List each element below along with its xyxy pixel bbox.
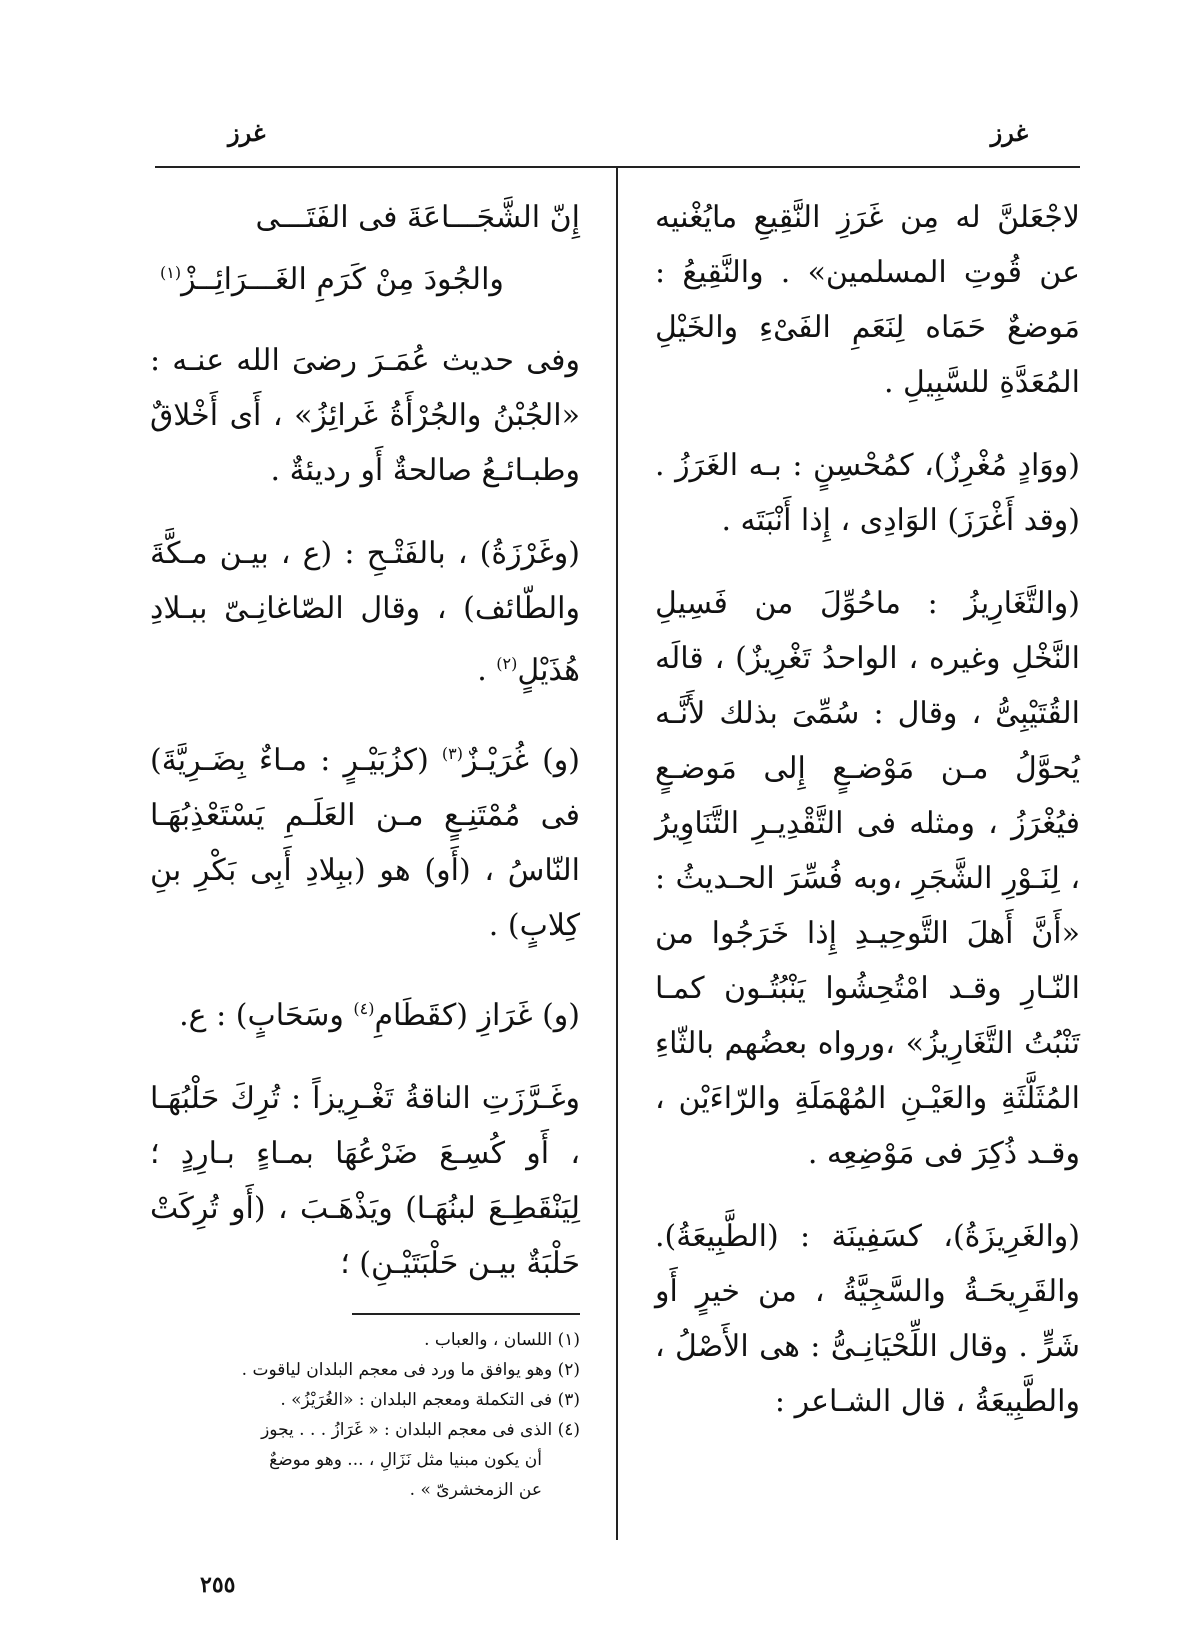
entry-paragraph — [150, 526, 580, 698]
left-column — [150, 190, 580, 1319]
footnote-marker: (٢) — [496, 654, 518, 673]
entry-paragraph: لاجْعَلنَّ له مِن غَرَزِ النَّقِيعِ مايُغْنيه عن قُوتِ المسلمين» . والنَّقِيعُ : مَوضعٌ حَمَاه لِنَعَمِ الفَىْءِ والخَيْلِ المُعَدَّةِ للسَّبِيلِ . — [655, 200, 1080, 400]
entry-paragraph: وغَـرَّزَتِ الناقةُ تَغْـرِيزاً : تُرِكَ حَلْبُهَـا ، أَو كُسِـعَ ضَرْعُهَا بمـاءٍ بـارِدٍ ؛ لِيَنْقَطِـعَ لبنُهَـا) ويَذْهَـبَ ، (أَو تُرِكَتْ حَلْبَةٌ بيـن حَلْبَتَيْـنِ) ؛ — [150, 1081, 580, 1281]
footnote-number: (٢) — [557, 1360, 580, 1380]
footnote-number: (٣) — [557, 1390, 580, 1410]
poetry-verse — [150, 190, 580, 307]
entry-text: (وغَرْزَةُ) ، بالفَتْـحِ : (ع ، بيـن مـكَّةَ والطّائف) ، وقال الصّاغانِـىّ ببـلادِ هُذَيْلٍ — [150, 536, 580, 688]
footnote-continuation: عن الزمخشرىّ » . — [409, 1480, 542, 1500]
verse-hemistich-1: إِنّ الشَّجَـــاعَةَ فى الفَتَـــى — [255, 200, 580, 235]
footnote-number: (١) — [557, 1330, 580, 1350]
footnote-marker: (٤) — [353, 999, 375, 1018]
footnote-number: (٤) — [557, 1420, 580, 1440]
footnote-text: وهو يوافق ما ورد فى معجم البلدان لياقوت . — [241, 1360, 553, 1380]
footnotes — [150, 1325, 580, 1505]
column-divider — [616, 166, 618, 1540]
entry-text: . — [477, 653, 497, 688]
entry-paragraph: (والتَّغَارِيزُ : ماحُوِّلَ من فَسِيلِ النَّخْلِ وغيره ، الواحدُ تَغْرِيزٌ) ، قالَه القُتَيْبِىُّ ، وقال : سُمِّىَ بذلك لأَنَّـه يُحوَّلُ مـن مَوْضـعٍ إِلى مَوضـعٍ فيُغْرَزُ ، ومثله فى التَّقْدِيـرِ التَّنَاوِيرُ ، لِنَـوْرِ الشَّجَرِ ،وبه فُسِّرَ الحـديثُ : «أَنَّ أَهلَ التَّوحِيـدِ إِذا خَرَجُوا من النّـارِ وقـد امْتُحِشُوا يَنْبُتُـون كمـا تَنْبُتُ التَّغَارِيزُ» ،ورواه بعضُهم بالثّاءِ المُثَلَّثَةِ والعَيْـنِ المُهْمَلَةِ والرّاءَيْن ، وقـد ذُكِرَ فى مَوْضِعِه . — [655, 586, 1080, 1171]
page-number: ٢٥٥ — [200, 1572, 236, 1598]
footnote-marker: (١) — [160, 263, 182, 282]
verse-hemistich-2 — [150, 245, 580, 307]
entry-paragraph — [150, 726, 580, 953]
entry-paragraph: وفى حديث عُمَـرَ رضىَ الله عنـه : «الجُبْنُ والجُرْأَةُ غَرائِزُ» ، أَى أَخْلاقٌ وطبـائـعُ صالحةٌ أَو رديئةٌ . — [150, 343, 580, 488]
running-header-left: غرز — [228, 118, 266, 147]
entry-text: (و) غُرَيْـزٌ — [463, 743, 580, 778]
footnote — [150, 1385, 580, 1415]
entry-paragraph — [150, 981, 580, 1043]
entry-text: وسَحَابٍ) : ع. — [179, 998, 354, 1033]
footnote-marker: (٣) — [441, 744, 464, 763]
footnote-continuation: أن يكون مبنيا مثل نَزَالِ ، ... وهو موضعٌ — [269, 1450, 542, 1470]
entry-paragraph: (ووَادٍ مُغْرِزٌ)، كمُحْسِنٍ : بـه الغَرَزُ . (وقد أَغْرَزَ) الوَادِى ، إِذا أَنْبَتَه . — [655, 448, 1080, 538]
entry-text: (و) غَرَازِ (كقَطَامِ — [374, 998, 580, 1033]
entry-text: (كزُبَيْـرٍ : مـاءٌ بِضَـرِيَّةَ) فى مُمْتَنِـعٍ مـن العَلَـمِ يَسْتَعْذِبُهَـا النّاسُ ، (أَو) هو (ببِلادِ أَبِى بَكْرِ بنِ كِلابٍ) . — [150, 743, 580, 943]
footnote-rule — [352, 1313, 580, 1315]
entry-paragraph: (والغَرِيزَةُ)، كسَفِينَة : (الطَّبِيعَةُ). والقَرِيحَـةُ والسَّجِيَّةُ ، من خيرٍ أَو شَرٍّ . وقال اللِّحْيَانِـىُّ : هى الأَصْلُ ، والطَّبِيعَةُ ، قال الشـاعر : — [655, 1219, 1080, 1419]
verse-hemistich-2-text: والجُودَ مِنْ كَرَمِ الغَـــرَائِــزْ — [181, 262, 504, 297]
footnote-text: الذى فى معجم البلدان : « غَرَازُ . . . يجوز — [261, 1420, 553, 1440]
right-column — [655, 190, 1080, 1457]
running-header-right: غرز — [990, 118, 1028, 147]
footnote-text: اللسان ، والعباب . — [424, 1330, 553, 1350]
footnote — [150, 1415, 580, 1445]
footnote-text: فى التكملة ومعجم البلدان : «الغُرَيْزُ» . — [280, 1390, 553, 1410]
footnote — [150, 1325, 580, 1355]
footnote — [150, 1355, 580, 1385]
